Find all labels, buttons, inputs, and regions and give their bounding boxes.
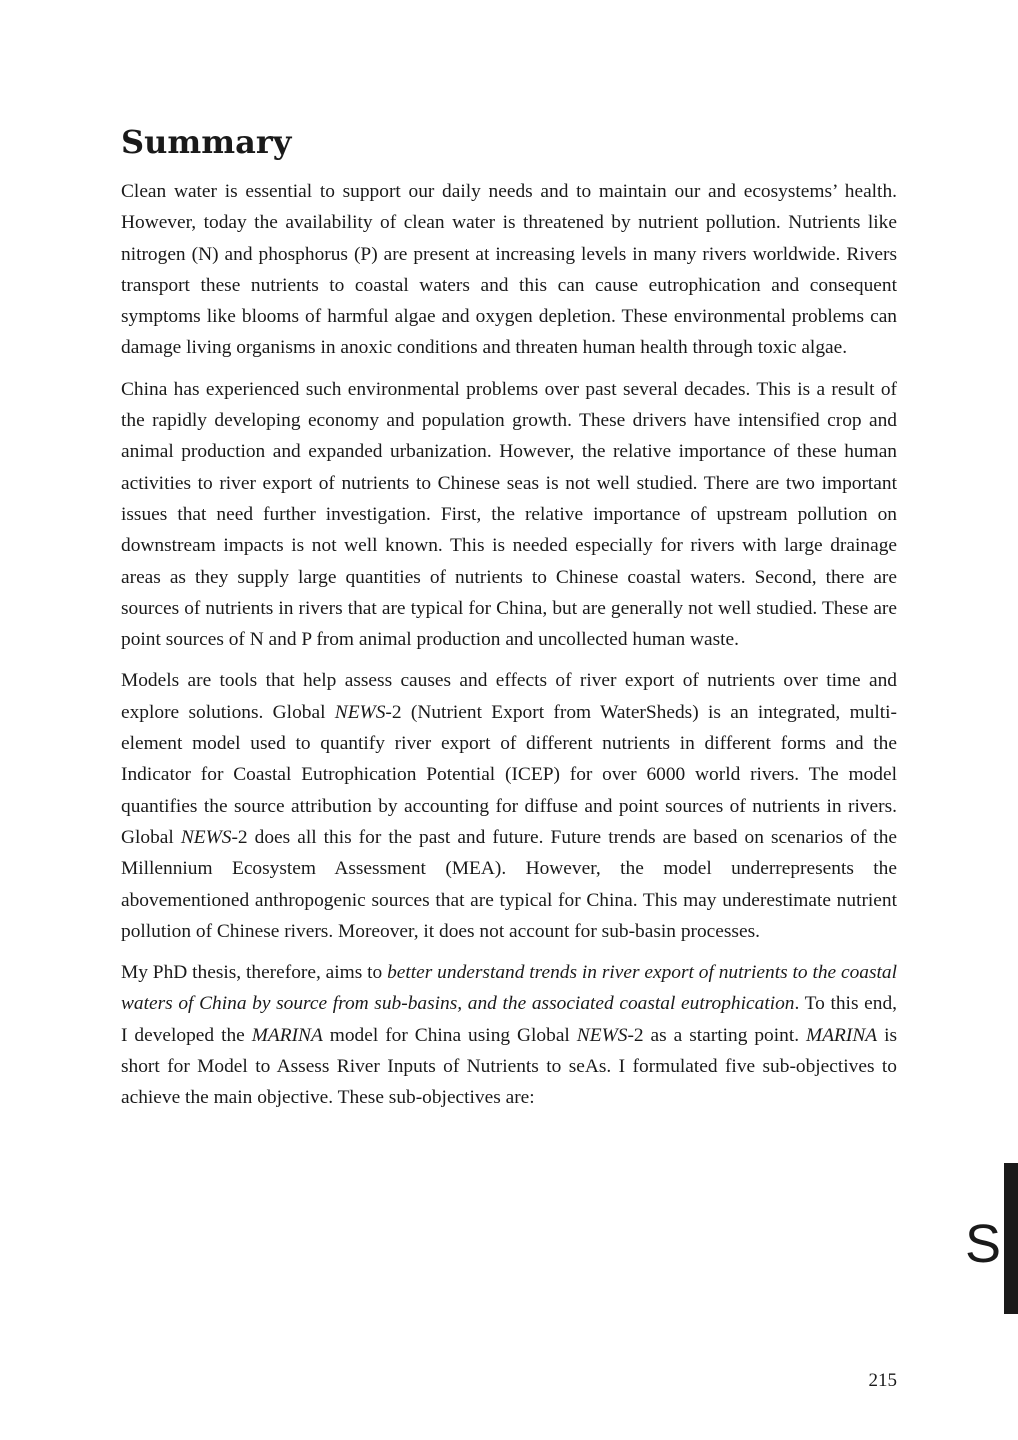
italic-text: NEWS	[576, 1024, 628, 1046]
summary-text	[121, 176, 897, 1114]
chapter-tab-bar	[1004, 1163, 1018, 1314]
text-run: Clean water is essential to support our daily needs and to maintain our and ecosystems’ health. However, today the availability of clean water is threatened by nutrient pollution. Nutrients like nitrogen (N) and phosphorus (P) are present at increasing levels in many rivers worldwide. Rivers transport these nutrients to coastal waters and this can cause eutrophication and consequent symptoms like blooms of harmful algae and oxygen depletion. These environmental problems can damage living organisms in anoxic conditions and threaten human health through toxic algae.	[121, 181, 897, 359]
text-run: China has experienced such environmental problems over past several decades. This is a result of the rapidly developing economy and population growth. These drivers have intensified crop and animal production and expanded urbanization. However, the relative importance of these human activities to river export of nutrients to Chinese seas is not well studied. There are two important issues that need further investigation. First, the relative importance of upstream pollution on downstream impacts is not well known. This is needed especially for rivers with large drainage areas as they supply large quantities of nutrients to Chinese coastal waters. Second, there are sources of nutrients in rivers that are typical for China, but are generally not well studied. These are point sources of N and P from animal production and uncollected human waste.	[121, 378, 897, 651]
text-run: -2 as a starting point.	[627, 1024, 807, 1046]
italic-text: MARINA	[806, 1024, 878, 1046]
text-run: is short for Model to Assess River Inputs of Nutrients to seAs. I formulated five sub-objectives to achieve the main objective. These sub-objectives are:	[121, 1024, 898, 1109]
chapter-tab-letter: S	[964, 1214, 1002, 1274]
text-run: -2 does all this for the past and future. Future trends are based on scenarios of the Millennium Ecosystem Assessment (MEA). However, the model underrepresents the abovementioned anthropogenic sources that are typical for China. This may underestimate nutrient pollution of Chinese rivers. Moreover, it does not account for sub-basin processes.	[121, 826, 897, 942]
text-run: . To this end, I developed the	[121, 993, 897, 1046]
text-run: model for China using Global	[322, 1024, 577, 1046]
body-paragraph	[121, 957, 897, 1113]
text-run: -2 (Nutrient Export from WaterSheds) is an integrated, multi-element model used to quantify river export of different nutrients in different forms and the Indicator for Coastal Eutrophication Potential (ICEP) for over 6000 world rivers. The model quantifies the source attribution by accounting for diffuse and point sources of nutrients in rivers. Global	[121, 701, 897, 848]
page-title: Summary	[121, 123, 292, 161]
italic-text: NEWS	[334, 701, 386, 723]
text-run: My PhD thesis, therefore, aims to	[121, 962, 388, 984]
italic-text: NEWS	[180, 826, 232, 848]
italic-text: better understand trends in river export of nutrients to the coastal waters of China by source from sub-basins, and the associated coastal eutrophication	[121, 962, 897, 1015]
italic-text: MARINA	[251, 1024, 323, 1046]
body-paragraph	[121, 665, 897, 947]
page-number: 215	[868, 1370, 897, 1391]
body-paragraph	[121, 176, 897, 364]
body-paragraph	[121, 374, 897, 656]
page-body	[121, 118, 897, 1124]
text-run: Models are tools that help assess causes and effects of river export of nutrients over time and explore solutions. Global	[121, 670, 897, 723]
